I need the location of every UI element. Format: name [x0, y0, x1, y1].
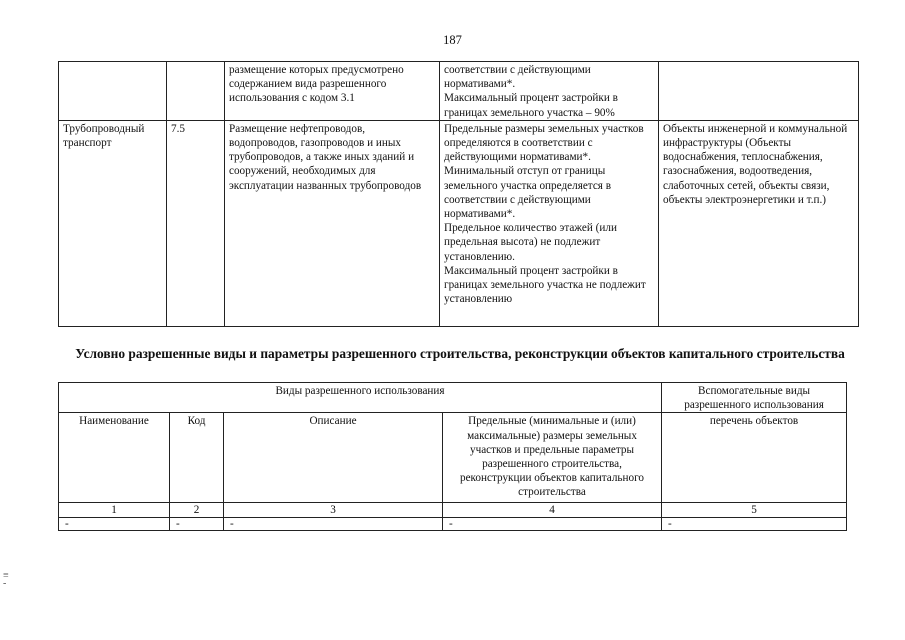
table-row — [59, 518, 847, 531]
col-number: 2 — [170, 503, 224, 518]
permitted-uses-table — [58, 61, 859, 327]
cell-dash: - — [443, 518, 662, 531]
cell-description: размещение которых предусмотрено содержанием вида разрешенного использования с кодом 3.1 — [225, 62, 440, 121]
col-header-aux: перечень объектов — [662, 413, 847, 503]
cell-aux: Объекты инженерной и коммунальной инфраструктуры (Объекты водоснабжения, теплоснабжения, газоснабжения, водоотведения, слаботочных сетей, объекты связи, объекты электроэнергетики и т.п.) — [659, 120, 859, 326]
cell-dash: - — [170, 518, 224, 531]
col-number: 4 — [443, 503, 662, 518]
col-header-name: Наименование — [59, 413, 170, 503]
table-row — [59, 120, 859, 326]
col-header-params: Предельные (минимальные и (или) максимальные) размеры земельных участков и предельные параметры разрешенного строительства, реконструкции объектов капитального строительства — [443, 413, 662, 503]
conditional-uses-table — [58, 382, 847, 531]
col-header-code: Код — [170, 413, 224, 503]
cell-dash: - — [224, 518, 443, 531]
cell-aux — [659, 62, 859, 121]
col-number: 1 — [59, 503, 170, 518]
col-number: 5 — [662, 503, 847, 518]
cell-params: Предельные размеры земельных участков определяются в соответствии с действующими нормативами*. Минимальный отступ от границы земельного участка определяется в соответствии с действующими нормативами*. Предельное количество этажей (или предельная высота) не подлежит установлению. Максимальный процент застройки в границах земельного участка не подлежит установлению — [440, 120, 659, 326]
cell-description: Размещение нефтепроводов, водопроводов, газопроводов и иных трубопроводов, а также иных зданий и сооружений, необходимых для эксплуатации названных трубопроводов — [225, 120, 440, 326]
col-number: 3 — [224, 503, 443, 518]
cell-params: соответствии с действующими нормативами*. Максимальный процент застройки в границах земельного участка – 90% — [440, 62, 659, 121]
table-row — [59, 62, 859, 121]
cell-dash: - — [59, 518, 170, 531]
group-header-main: Виды разрешенного использования — [59, 383, 662, 413]
cell-dash: - — [662, 518, 847, 531]
column-number-row — [59, 503, 847, 518]
group-header-aux: Вспомогательные виды разрешенного использования — [662, 383, 847, 413]
scan-edge-mark: ≡ - — [3, 570, 9, 589]
col-header-description: Описание — [224, 413, 443, 503]
section-heading: Условно разрешенные виды и параметры разрешенного строительства, реконструкции объектов капитального строительства — [75, 346, 845, 361]
column-header-row — [59, 413, 847, 503]
cell-name — [59, 62, 167, 121]
group-header-row — [59, 383, 847, 413]
cell-code — [167, 62, 225, 121]
cell-code: 7.5 — [167, 120, 225, 326]
page-number: 187 — [443, 33, 462, 47]
cell-name: Трубопроводный транспорт — [59, 120, 167, 326]
